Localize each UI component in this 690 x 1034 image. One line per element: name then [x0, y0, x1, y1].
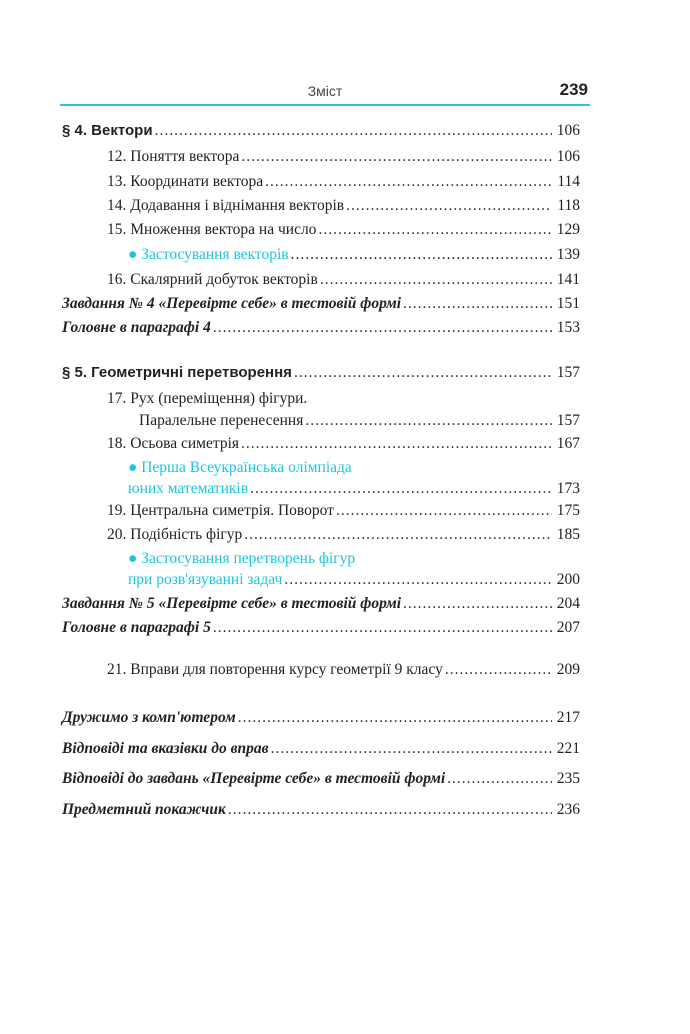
- toc-entry-16[interactable]: 16. Скалярний добуток векторів ..... 141: [107, 270, 580, 290]
- toc-entry-17[interactable]: Паралельне перенесення ..... 157: [139, 411, 580, 431]
- leader-dots: [305, 411, 552, 431]
- toc-entry-section-5[interactable]: § 5. Геометричні перетворення ..... 157: [62, 363, 580, 383]
- toc-entry-20[interactable]: 20. Подібність фігур ..... 185: [107, 525, 580, 545]
- leader-dots: [291, 245, 552, 265]
- leader-dots: [447, 769, 552, 789]
- leader-dots: [445, 660, 552, 680]
- leader-dots: [403, 594, 552, 614]
- leader-dots: [271, 739, 552, 759]
- leader-dots: [346, 196, 552, 216]
- leader-dots: [320, 270, 552, 290]
- running-title: Зміст: [307, 83, 343, 99]
- leader-dots: [213, 318, 552, 338]
- toc-entry-test-4[interactable]: Завдання № 4 «Перевірте себе» в тестовій формі ..... 151: [62, 294, 580, 314]
- leader-dots: [403, 294, 552, 314]
- leader-dots: [241, 147, 552, 167]
- leader-dots: [238, 708, 552, 728]
- toc-entry-19[interactable]: 19. Центральна симетрія. Поворот ..... 175: [107, 501, 580, 521]
- toc-entry-12[interactable]: 12. Поняття вектора ..... 106: [107, 147, 580, 167]
- toc-entry-summary-4[interactable]: Головне в параграфі 4 ..... 153: [62, 318, 580, 338]
- leader-dots: [265, 172, 552, 192]
- toc-entry-section-4[interactable]: § 4. Вектори ..... 106: [62, 121, 580, 141]
- toc-entry-vectors-application[interactable]: ● Застосування векторів ..... 139: [128, 245, 580, 265]
- leader-dots: [284, 570, 552, 590]
- leader-dots: [318, 220, 552, 240]
- toc-entry-13[interactable]: 13. Координати вектора ..... 114: [107, 172, 580, 192]
- page-number: 239: [559, 80, 588, 99]
- toc-entry-21[interactable]: 21. Вправи для повторення курсу геометрії 9 класу ..... 209: [107, 660, 580, 680]
- toc-entry-15[interactable]: 15. Множення вектора на число ..... 129: [107, 220, 580, 240]
- leader-dots: [294, 363, 552, 383]
- toc-entry-transforms[interactable]: при розв'язуванні задач ..... 200: [128, 570, 580, 590]
- toc-entry-computer[interactable]: Дружимо з комп'ютером ..... 217: [62, 708, 580, 728]
- toc-entry-18[interactable]: 18. Осьова симетрія ..... 167: [107, 434, 580, 454]
- toc-entry-17-line1[interactable]: 17. Рух (переміщення) фігури.: [107, 390, 308, 407]
- leader-dots: [250, 479, 552, 499]
- toc-entry-transforms-line1[interactable]: ● Застосування перетворень фігур: [128, 550, 356, 567]
- toc-entry-test-answers[interactable]: Відповіді до завдань «Перевірте себе» в тестовій формі ..... 235: [62, 769, 580, 789]
- toc-entry-14[interactable]: 14. Додавання і віднімання векторів ..... 118: [107, 196, 580, 216]
- toc-entry-test-5[interactable]: Завдання № 5 «Перевірте себе» в тестовій формі ..... 204: [62, 594, 580, 614]
- leader-dots: [244, 525, 552, 545]
- toc-entry-olympiad-line1[interactable]: ● Перша Всеукраїнська олімпіада: [128, 459, 352, 476]
- toc-entry-olympiad[interactable]: юних математиків ..... 173: [128, 479, 580, 499]
- toc-entry-index[interactable]: Предметний покажчик ..... 236: [62, 800, 580, 820]
- leader-dots: [228, 800, 552, 820]
- leader-dots: [213, 618, 552, 638]
- leader-dots: [155, 121, 552, 141]
- leader-dots: [336, 501, 552, 521]
- toc-entry-summary-5[interactable]: Головне в параграфі 5 ..... 207: [62, 618, 580, 638]
- toc-entry-answers[interactable]: Відповіді та вказівки до вправ ..... 221: [62, 739, 580, 759]
- leader-dots: [241, 434, 552, 454]
